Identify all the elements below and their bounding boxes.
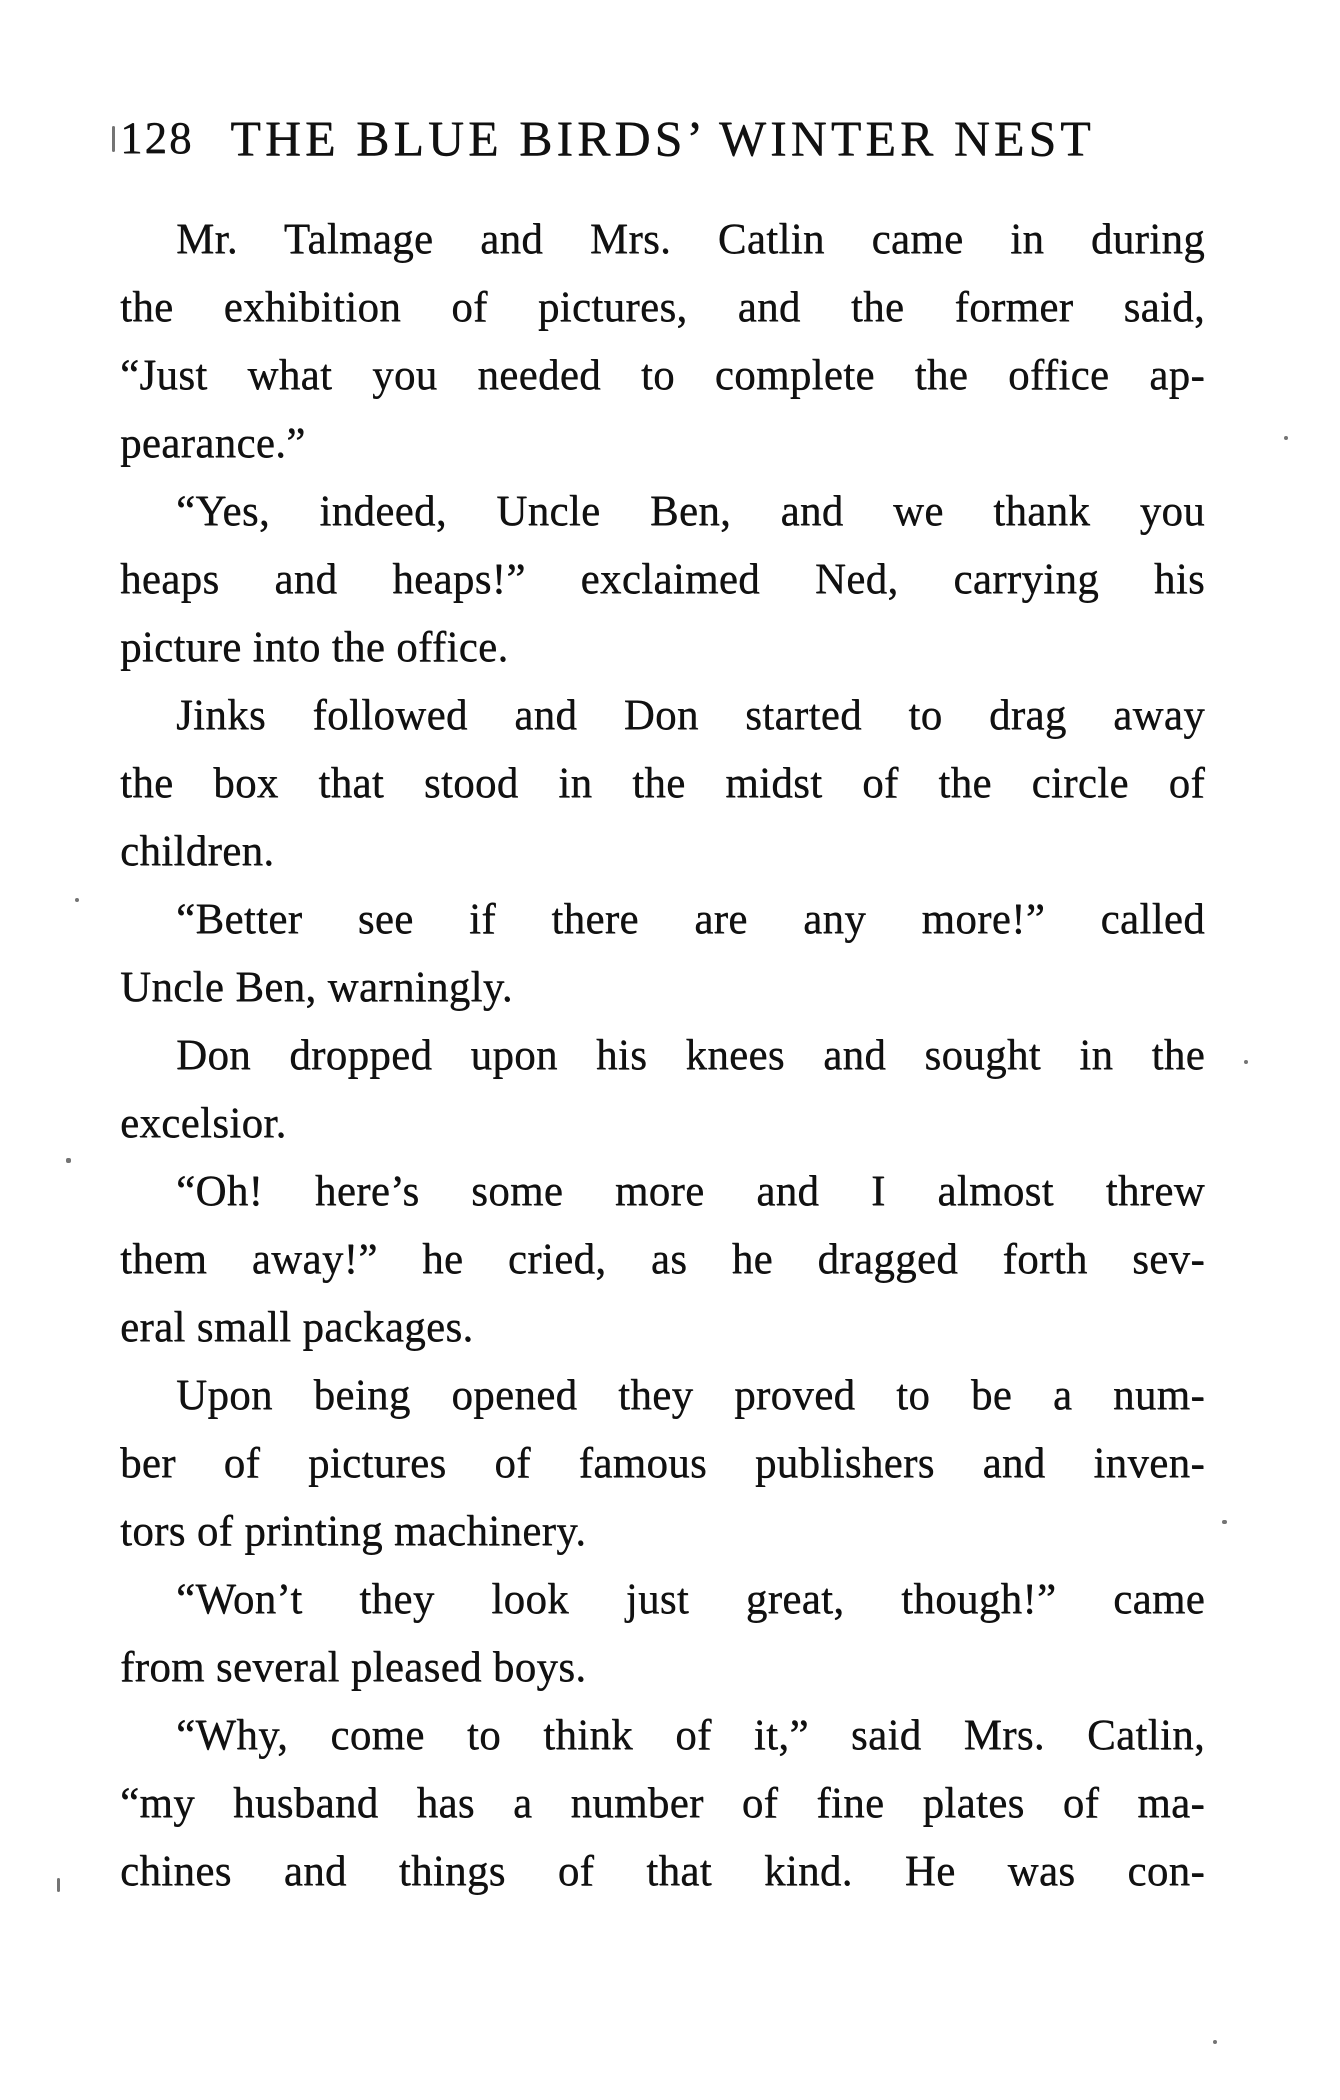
scan-speck [66,1158,71,1163]
text-line: children. [120,828,275,875]
text-line: them away!” he cried, as he dragged forth sev- [120,1236,1205,1283]
text-line: “Better see if there are any more!” called [176,896,1205,943]
text-line: Uncle Ben, warningly. [120,964,513,1011]
text-line: from several pleased boys. [120,1644,587,1691]
text-line: “my husband has a number of fine plates of ma- [120,1780,1205,1827]
scan-speck [75,898,79,902]
text-line: “Why, come to think of it,” said Mrs. Catlin, [176,1712,1205,1759]
running-title: THE BLUE BIRDS’ WINTER NEST [230,110,1095,166]
text-line: ber of pictures of famous publishers and inven- [120,1440,1205,1487]
page-number: 128 [120,113,194,163]
text-line: excelsior. [120,1100,287,1147]
text-line: “Oh! here’s some more and I almost threw [176,1168,1205,1215]
text-line: the exhibition of pictures, and the former said, [120,284,1205,331]
text-line: “Yes, indeed, Uncle Ben, and we thank you [176,488,1205,535]
text-line: eral small packages. [120,1304,474,1351]
scan-speck [112,126,115,152]
scan-speck [1284,436,1288,440]
page-header [120,106,1205,170]
text-line: Jinks followed and Don started to drag away [176,692,1205,739]
text-line: heaps and heaps!” exclaimed Ned, carrying his [120,556,1205,603]
text-line: tors of printing machinery. [120,1508,587,1555]
scan-speck [1222,1520,1227,1524]
text-line: Upon being opened they proved to be a num- [176,1372,1205,1419]
text-line: “Just what you needed to complete the office ap- [120,352,1205,399]
scan-speck [1213,2040,1217,2044]
text-block [120,206,1205,1906]
text-line: chines and things of that kind. He was con- [120,1848,1205,1895]
text-line: picture into the office. [120,624,509,671]
text-line: pearance.” [120,420,306,467]
text-line: the box that stood in the midst of the circle of [120,760,1205,807]
text-line: Don dropped upon his knees and sought in the [176,1032,1205,1079]
text-line: “Won’t they look just great, though!” came [176,1576,1205,1623]
text-line: Mr. Talmage and Mrs. Catlin came in during [176,216,1205,263]
scan-speck [57,1878,60,1892]
scan-speck [1244,1060,1248,1064]
